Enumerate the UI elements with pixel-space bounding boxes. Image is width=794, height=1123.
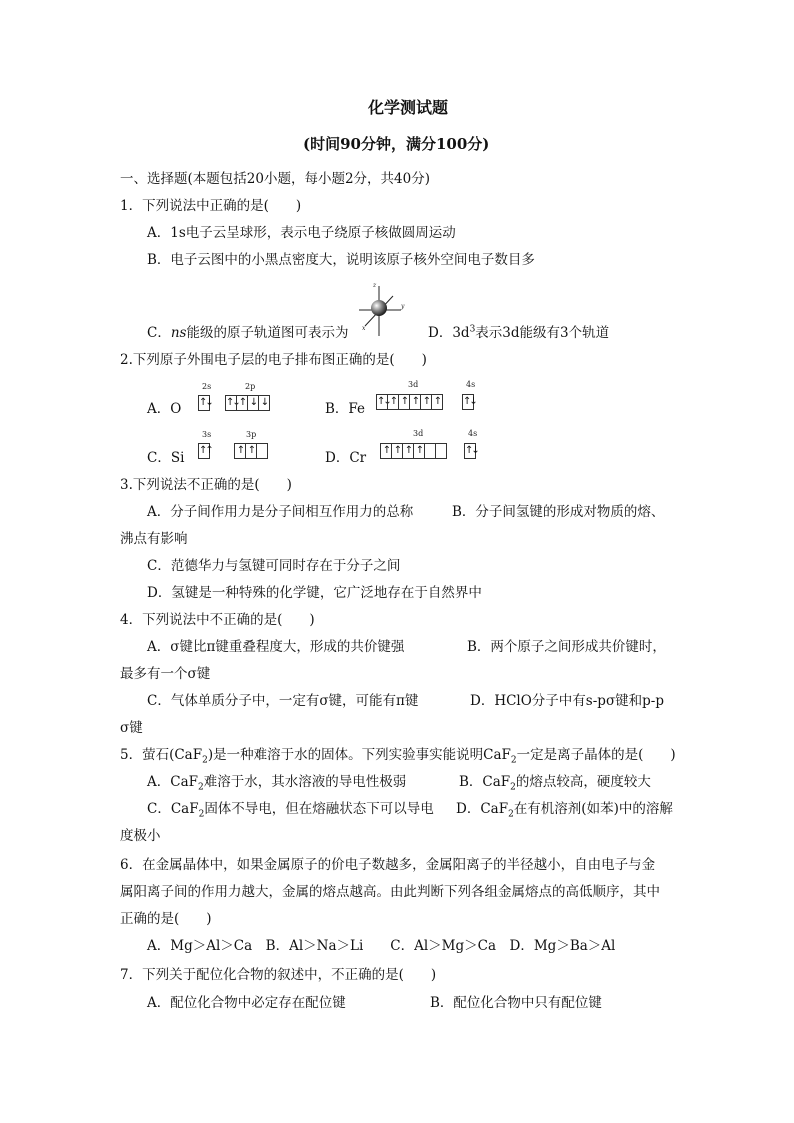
orbital-box: ↑ — [413, 444, 424, 458]
q5-option-d — [456, 800, 673, 818]
orbital-box: ↑ — [245, 444, 256, 458]
q4-option-a: A．σ键比π键重叠程度大，形成的共价键强 — [147, 639, 405, 655]
q3-stem: 3.下列说法不正确的是( ) — [120, 477, 292, 493]
orbital-box — [435, 444, 446, 458]
q2-b-label-2: 4s — [466, 380, 476, 389]
q2-c-boxes-1 — [198, 443, 210, 459]
p-orbital-diagram — [355, 280, 407, 340]
orbital-box: ↑↓ — [465, 445, 478, 456]
q3-option-b: B．分子间氢键的形成对物质的熔、 — [452, 504, 665, 520]
q1-option-a: A．1s电子云呈球形，表示电子绕原子核做圆周运动 — [147, 225, 456, 241]
q5-d-sub: 2 — [508, 809, 514, 820]
q5-a-text: 难溶于水，其水溶液的导电性极弱 — [203, 774, 407, 790]
q5-option-b — [459, 773, 651, 791]
q2-a-label-2: 2p — [245, 382, 256, 391]
q5-d-text: 在有机溶剂(如苯)中的溶解 — [513, 801, 673, 817]
q3-option-d: D．氢键是一种特殊的化学键，它广泛地存在于自然界中 — [147, 585, 482, 601]
q5-stem-part-1: 5．萤石(CaF — [120, 747, 203, 763]
q4-option-b: B．两个原子之间形成共价键时， — [467, 639, 666, 655]
q5-stem-part-2: )是一种难溶于水的固体。下列实验事实能说明CaF — [207, 747, 511, 763]
q1-d-sup: 3 — [469, 324, 476, 335]
orbital-box: ↑ — [402, 444, 413, 458]
q2-c-boxes-2 — [234, 443, 268, 459]
q4-option-d-cont: σ键 — [120, 720, 143, 736]
q5-b-prefix: B．CaF — [459, 774, 511, 790]
q7-option-b: B．配位化合物中只有配位键 — [430, 995, 602, 1011]
q2-option-d: D．Cr — [325, 450, 367, 466]
q5-option-d-cont: 度极小 — [120, 828, 161, 844]
orbital-box: ↑ — [398, 395, 409, 409]
q5-c-prefix: C．CaF — [147, 801, 199, 817]
q2-b-boxes-2 — [462, 394, 474, 410]
q6-line-2: 属阳离子间的作用力越大，金属的熔点越高。由此判断下列各组金属熔点的高低顺序，其中 — [120, 884, 660, 900]
orbital-box: ↑↓ — [377, 396, 390, 407]
q4-option-c: C．气体单质分子中，一定有σ键，可能有π键 — [147, 693, 419, 709]
q1-option-d — [428, 324, 609, 342]
q6-line-3: 正确的是( ) — [120, 911, 212, 927]
q1-d-prefix: D．3d — [428, 325, 470, 341]
q1-c-text: 能级的原子轨道图可表示为 — [186, 325, 349, 341]
q4-option-d: D．HClO分子中有s-pσ键和p-p — [470, 693, 665, 709]
q2-d-boxes-1 — [380, 443, 447, 459]
q7-stem: 7．下列关于配位化合物的叙述中，不正确的是( ) — [120, 967, 437, 983]
q7-option-a: A．配位化合物中必定存在配位键 — [147, 995, 346, 1011]
section-heading: 一、选择题(本题包括20小题，每小题2分，共40分) — [120, 171, 430, 187]
q1-option-b: B．电子云图中的小黑点密度大，说明该原子核外空间电子数目多 — [147, 252, 535, 268]
q2-c-label-1: 3s — [202, 430, 212, 439]
orbital-box — [256, 444, 267, 458]
q2-option-a: A．O — [147, 401, 182, 417]
q5-option-c — [147, 800, 434, 818]
q5-c-text: 固体不导电，但在熔融状态下可以导电 — [204, 801, 434, 817]
q2-b-label-1: 3d — [408, 380, 419, 389]
q5-stem-sub-1: 2 — [202, 755, 208, 766]
orbital-box: ↓ — [247, 396, 258, 410]
orbital-box: ↑ — [431, 395, 442, 409]
q6-options: A．Mg＞Al＞Ca B．Al＞Na＞Li C．Al＞Mg＞Ca D．Mg＞Ba＞Al — [147, 938, 616, 954]
q1-c-ns: ns — [170, 325, 187, 341]
orbital-box: ↑ — [382, 445, 390, 456]
q5-option-a — [147, 773, 406, 791]
q1-stem: 1．下列说法中正确的是( ) — [120, 198, 302, 214]
q5-a-prefix: A．CaF — [147, 774, 198, 790]
orbital-box: ↓ — [258, 396, 269, 410]
q5-a-sub: 2 — [198, 782, 204, 793]
q2-a-boxes-1 — [198, 395, 210, 411]
orbital-box: ↑ — [409, 395, 420, 409]
q5-stem — [120, 746, 676, 764]
orbital-box: ↑↓ — [226, 397, 239, 408]
q2-d-boxes-2 — [464, 443, 476, 459]
orbital-box: ↑ — [420, 395, 431, 409]
q5-c-sub: 2 — [198, 809, 205, 820]
q6-line-1: 6．在金属晶体中，如果金属原子的价电子数越多，金属阳离子的半径越小，自由电子与金 — [120, 857, 656, 873]
q4-stem: 4．下列说法中不正确的是( ) — [120, 612, 315, 628]
q5-b-sub: 2 — [510, 782, 516, 793]
page-subtitle: (时间90分钟，满分100分) — [303, 135, 490, 153]
q4-option-b-cont: 最多有一个σ键 — [120, 666, 211, 682]
q5-stem-part-3: 一定是离子晶体的是( ) — [516, 747, 676, 763]
orbital-box: ↑ — [236, 396, 247, 410]
q2-stem: 2.下列原子外围电子层的电子排布图正确的是( ) — [120, 352, 427, 368]
axis-z-label: z — [373, 282, 377, 289]
q2-d-label-2: 4s — [468, 429, 478, 438]
q2-a-label-1: 2s — [202, 382, 212, 391]
q2-b-boxes-1 — [376, 394, 443, 410]
orbital-box: ↑ — [387, 395, 398, 409]
orbital-box: ↑ — [391, 444, 402, 458]
q5-b-text: 的熔点较高，硬度较大 — [515, 774, 651, 790]
q2-option-b: B．Fe — [325, 401, 366, 417]
q1-c-prefix: C． — [147, 325, 171, 341]
q5-stem-sub-2: 2 — [510, 755, 517, 766]
q2-d-label-1: 3d — [413, 429, 424, 438]
q2-c-label-2: 3p — [246, 430, 257, 439]
orbital-box: ↑ — [236, 445, 244, 456]
q2-option-c: C．Si — [147, 450, 185, 466]
q3-option-c: C．范德华力与氢键可同时存在于分子之间 — [147, 558, 401, 574]
page-title: 化学测试题 — [368, 98, 449, 117]
q3-option-a: A．分子间作用力是分子间相互作用力的总称 — [147, 504, 414, 520]
q1-option-c — [147, 324, 348, 342]
axis-y-label: y — [401, 303, 405, 310]
q1-d-text: 表示3d能级有3个轨道 — [475, 325, 610, 341]
orbital-box: ↑↓ — [463, 396, 476, 407]
axis-x-label: x — [362, 325, 366, 332]
q5-d-prefix: D．CaF — [456, 801, 509, 817]
q2-a-boxes-2 — [225, 395, 270, 411]
orbital-box: ↑↑ — [199, 445, 212, 456]
orbital-box: ↑↓ — [199, 397, 212, 408]
orbital-box — [424, 444, 435, 458]
q3-option-b-cont: 沸点有影响 — [120, 531, 188, 547]
